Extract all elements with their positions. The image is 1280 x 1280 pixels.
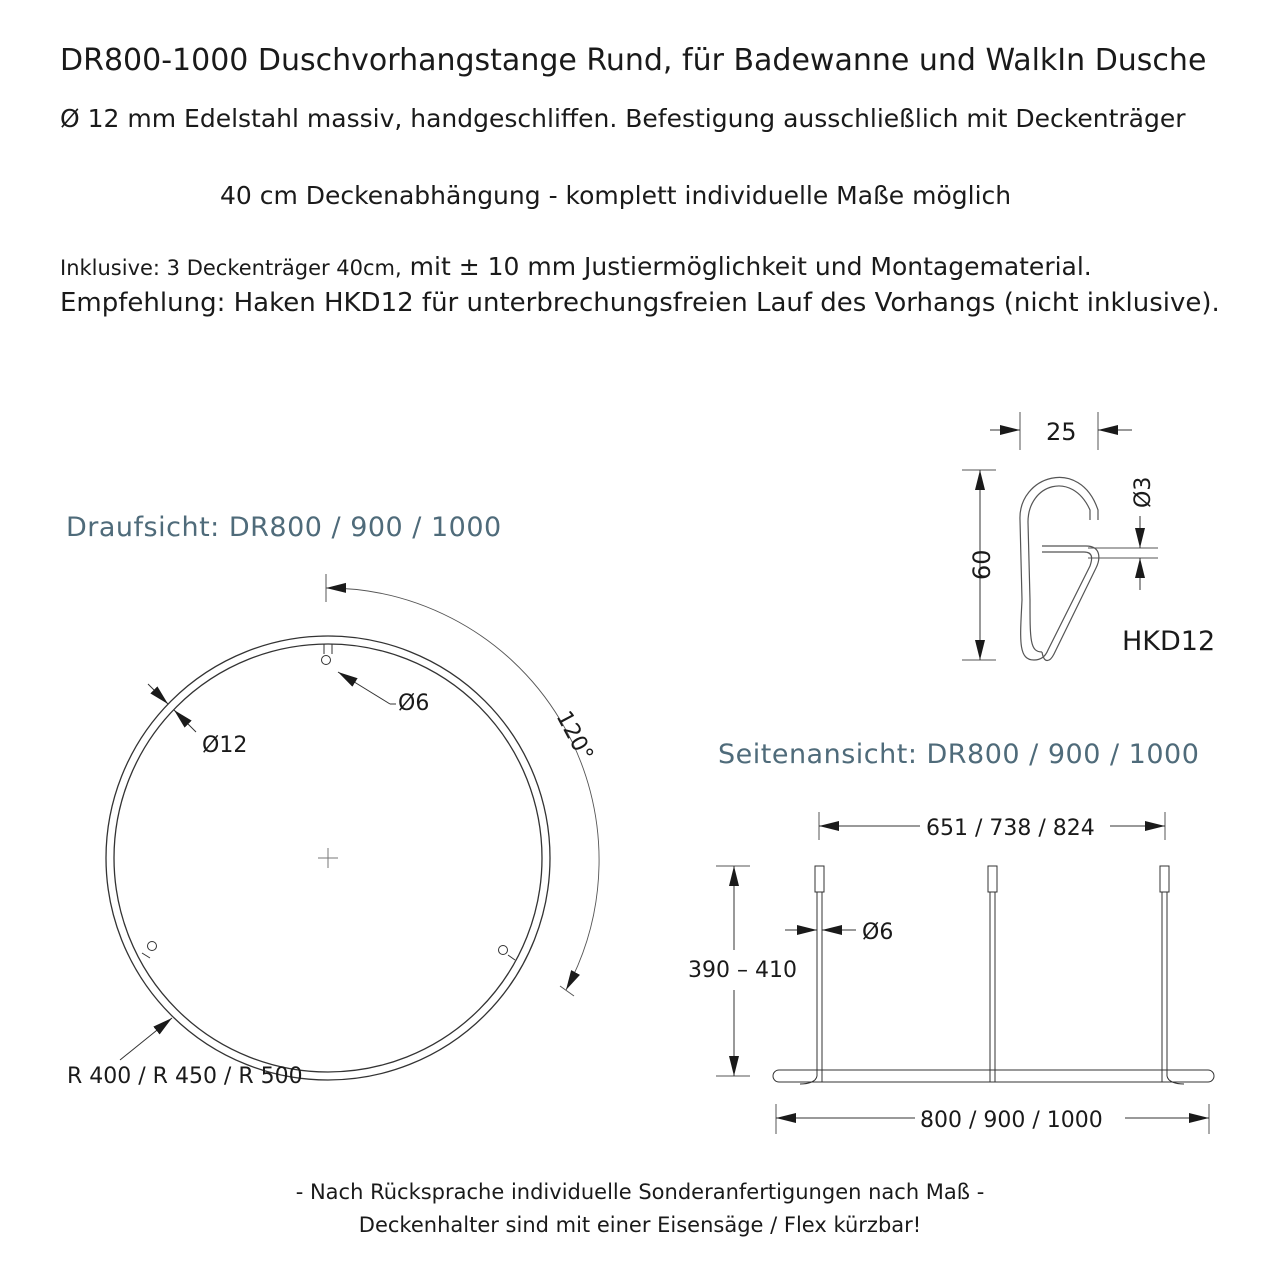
radius-label: R 400 / R 450 / R 500 <box>67 1064 303 1089</box>
angle-arc <box>326 588 599 990</box>
suspension-description: 40 cm Deckenabhängung - komplett individuelle Maße möglich <box>220 181 1012 210</box>
inclusive-details: mit ± 10 mm Justiermöglichkeit und Montagematerial. <box>401 252 1092 281</box>
support-rod-left <box>800 892 822 1084</box>
inclusive-label: Inklusive: 3 Deckenträger 40cm, <box>60 256 402 280</box>
rod-diameter-arrow-outer <box>148 684 168 704</box>
recommendation-line: Empfehlung: Haken HKD12 für unterbrechungsfreien Lauf des Vorhangs (nicht inklusive). <box>60 288 1220 318</box>
support-rod-center <box>990 892 995 1082</box>
mount-point-top <box>322 644 333 665</box>
side-mount-diameter-label: Ø6 <box>862 920 894 945</box>
rod-diameter-label: Ø12 <box>202 733 248 758</box>
mount-diameter-label: Ø6 <box>398 691 430 716</box>
hook-name-label: HKD12 <box>1122 626 1216 657</box>
wire-diameter-label: Ø3 <box>1131 476 1156 508</box>
curtain-rod <box>773 1070 1214 1082</box>
top-view-heading: Draufsicht: DR800 / 900 / 1000 <box>66 512 502 543</box>
angle-label: 120° <box>550 707 598 766</box>
mount-diameter-leader <box>338 672 390 704</box>
ceiling-mount-left <box>815 866 824 892</box>
side-view-drawing <box>688 812 1214 1134</box>
rod-diameter-arrow-inner <box>174 710 196 732</box>
side-view-heading: Seitenansicht: DR800 / 900 / 1000 <box>718 739 1200 770</box>
radius-leader <box>120 1018 172 1060</box>
hook-height-label: 60 <box>968 549 996 580</box>
mount-point-left <box>142 942 157 959</box>
hook-drawing <box>962 412 1215 661</box>
ceiling-mount-center <box>988 866 997 892</box>
material-description: Ø 12 mm Edelstahl massiv, handgeschliffen. Befestigung ausschließlich mit Deckenträger <box>60 104 1186 133</box>
top-view-drawing <box>67 574 599 1089</box>
height-label: 390 – 410 <box>688 958 797 983</box>
span-label: 651 / 738 / 824 <box>926 816 1095 841</box>
cut-to-length-note: Deckenhalter sind mit einer Eisensäge / Flex kürzbar! <box>358 1213 922 1237</box>
ceiling-mount-right <box>1160 866 1169 892</box>
width-label: 800 / 900 / 1000 <box>920 1108 1103 1133</box>
mount-point-right <box>499 946 516 961</box>
custom-order-note: - Nach Rücksprache individuelle Sonderanfertigungen nach Maß - <box>295 1180 985 1204</box>
page-title: DR800-1000 Duschvorhangstange Rund, für Badewanne und WalkIn Dusche <box>60 43 1207 78</box>
hook-shape-loop <box>1034 552 1092 660</box>
support-rod-right <box>1162 892 1184 1084</box>
hook-width-label: 25 <box>1046 418 1077 446</box>
